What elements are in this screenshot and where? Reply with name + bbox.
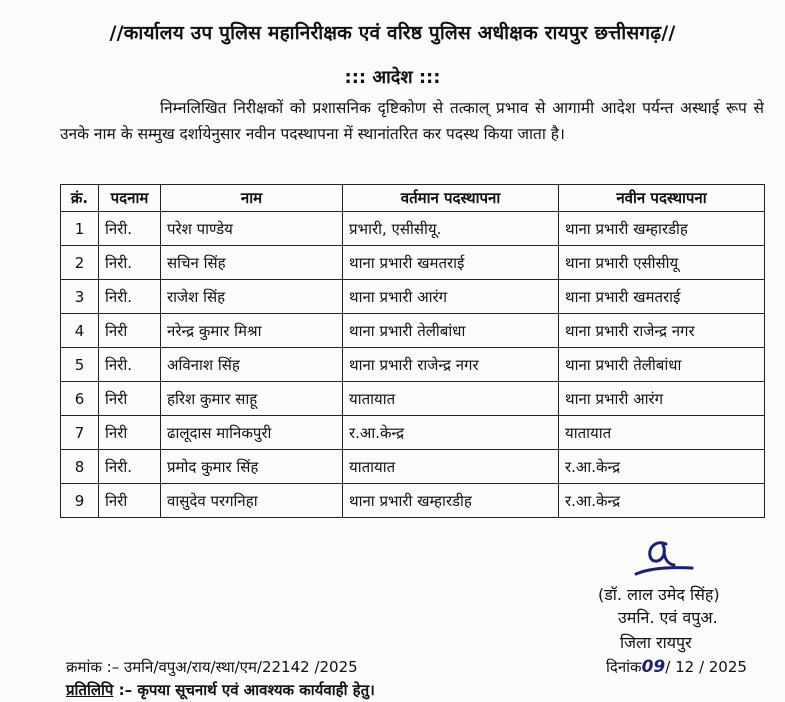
cell-current-posting: यातायात (343, 450, 559, 484)
signatory-name: (डॉ. लाल उमेद सिंह) (598, 585, 720, 604)
cell-current-posting: थाना प्रभारी खमतराई (343, 246, 559, 280)
cell-name: राजेश सिंह (161, 280, 343, 314)
cell-current-posting: थाना प्रभारी तेलीबांधा (343, 314, 559, 348)
cell-serial: 2 (61, 246, 99, 280)
cell-current-posting: थाना प्रभारी आरंग (343, 280, 559, 314)
table-row (61, 382, 765, 416)
table-row (61, 416, 765, 450)
cell-serial: 9 (61, 484, 99, 518)
transfer-table (60, 184, 765, 518)
cell-designation: निरी. (99, 246, 161, 280)
cell-serial: 4 (61, 314, 99, 348)
table-row (61, 348, 765, 382)
cell-new-posting: र.आ.केन्द्र (559, 450, 765, 484)
cell-designation: निरी. (99, 212, 161, 246)
reference-number: क्रमांक :– उमनि/वपुअ/राय/स्था/एम/22142 /2025 (66, 658, 358, 676)
cell-serial: 5 (61, 348, 99, 382)
table-row (61, 246, 765, 280)
date-month-year: / 12 / 2025 (665, 658, 747, 676)
col-header-current-posting: वर्तमान पदस्थापना (343, 185, 559, 212)
cell-new-posting: थाना प्रभारी तेलीबांधा (559, 348, 765, 382)
cell-name: प्रमोद कुमार सिंह (161, 450, 343, 484)
col-header-new-posting: नवीन पदस्थापना (559, 185, 765, 212)
cell-name: सचिन सिंह (161, 246, 343, 280)
cell-new-posting: थाना प्रभारी एसीसीयू (559, 246, 765, 280)
col-header-name: नाम (161, 185, 343, 212)
cell-name: हरिश कुमार साहू (161, 382, 343, 416)
signatory-office: जिला रायपुर (620, 633, 692, 652)
signatory-designation: उमनि. एवं वपुअ. (618, 608, 718, 627)
order-heading: ::: आदेश ::: (344, 67, 441, 88)
cell-new-posting: थाना प्रभारी राजेन्द्र नगर (559, 314, 765, 348)
cell-current-posting: थाना प्रभारी राजेन्द्र नगर (343, 348, 559, 382)
cell-name: नरेन्द्र कुमार मिश्रा (161, 314, 343, 348)
copy-text: :– कृपया सूचनार्थ एवं आवश्यक कार्यवाही हेतु। (118, 681, 375, 699)
cell-designation: निरी. (99, 348, 161, 382)
table-header-row (61, 185, 765, 212)
table-row (61, 212, 765, 246)
cell-current-posting: प्रभारी, एसीसीयू. (343, 212, 559, 246)
cell-designation: निरी. (99, 280, 161, 314)
cell-designation: निरी (99, 416, 161, 450)
cell-new-posting: थाना प्रभारी आरंग (559, 382, 765, 416)
cell-new-posting: यातायात (559, 416, 765, 450)
cell-name: ढालूदास मानिकपुरी (161, 416, 343, 450)
cell-current-posting: थाना प्रभारी खम्हारडीह (343, 484, 559, 518)
col-header-serial: क्रं. (61, 185, 99, 212)
cell-serial: 8 (61, 450, 99, 484)
signature-mark (628, 538, 698, 583)
cell-new-posting: थाना प्रभारी खम्हारडीह (559, 212, 765, 246)
cell-designation: निरी. (99, 450, 161, 484)
order-date (606, 657, 747, 677)
cell-designation: निरी (99, 382, 161, 416)
cell-current-posting: यातायात (343, 382, 559, 416)
table-row (61, 280, 765, 314)
table-row (61, 314, 765, 348)
cell-name: अविनाश सिंह (161, 348, 343, 382)
copy-to-line (66, 680, 375, 700)
cell-serial: 1 (61, 212, 99, 246)
order-intro-text: निम्नलिखित निरीक्षकों को प्रशासनिक दृष्टिकोण से तत्काल् प्रभाव से आगामी आदेश पर्यन्त अस्थाई रूप से उनके नाम के सम्मुख दर्शायेनुसार नवीन पदस्थापना में स्थानांतरित कर पदस्थ किया जाता है। (60, 99, 764, 143)
cell-current-posting: र.आ.केन्द्र (343, 416, 559, 450)
cell-name: वासुदेव परगनिहा (161, 484, 343, 518)
table-row (61, 450, 765, 484)
table-body (61, 212, 765, 518)
cell-name: परेश पाण्डेय (161, 212, 343, 246)
date-day-handwritten: 09 (641, 657, 666, 677)
copy-label: प्रतिलिपि (66, 681, 114, 699)
cell-serial: 3 (61, 280, 99, 314)
cell-new-posting: थाना प्रभारी खमतराई (559, 280, 765, 314)
table-row (61, 484, 765, 518)
cell-designation: निरी (99, 314, 161, 348)
cell-serial: 7 (61, 416, 99, 450)
cell-serial: 6 (61, 382, 99, 416)
date-label: दिनांक (606, 658, 642, 676)
cell-designation: निरी (99, 484, 161, 518)
office-title: //कार्यालय उप पुलिस महानिरीक्षक एवं वरिष्ठ पुलिस अधीक्षक रायपुर छत्तीसगढ़// (109, 22, 676, 44)
col-header-designation: पदनाम (99, 185, 161, 212)
cell-new-posting: र.आ.केन्द्र (559, 484, 765, 518)
